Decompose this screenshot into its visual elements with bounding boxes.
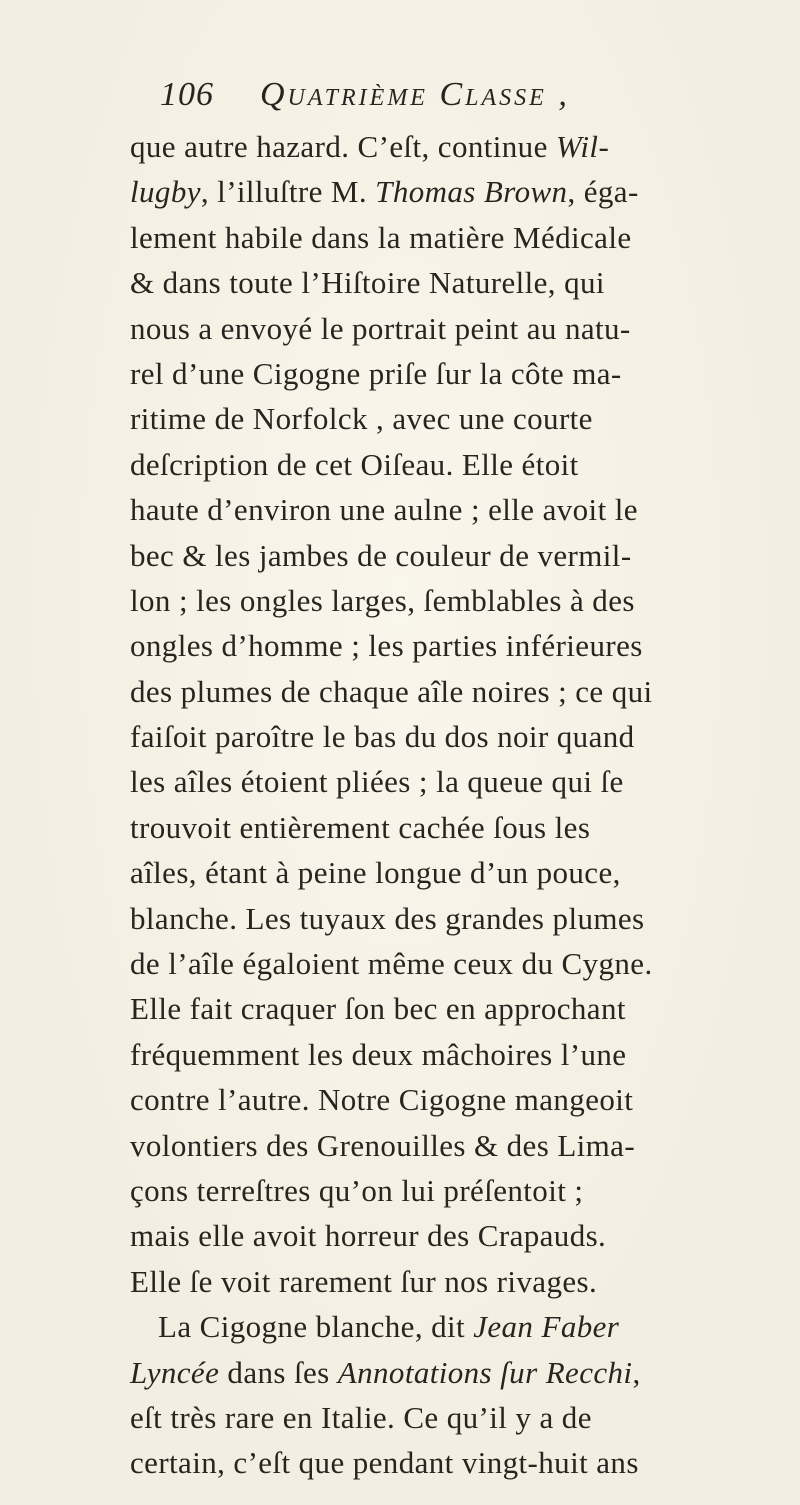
text-line: fréquemment les deux mâchoires l’une	[130, 1036, 627, 1072]
text-line: que autre hazard. C’eſt, continue Wil-	[130, 129, 610, 164]
text-line: Elle fait craquer ſon bec en approchant	[130, 991, 626, 1027]
text-line: faiſoit paroître le bas du dos noir quand	[130, 719, 635, 755]
text-line: aîles, étant à peine longue d’un pouce,	[130, 855, 621, 891]
text-line: deſcription de cet Oiſeau. Elle étoit	[130, 446, 579, 482]
text-line: lon ; les ongles larges, ſemblables à des	[130, 582, 635, 618]
text-line: des plumes de chaque aîle noires ; ce qui	[130, 673, 653, 709]
text-line: eſt très rare en Italie. Ce qu’il y a de	[130, 1399, 592, 1435]
text-line: & dans toute l’Hiſtoire Naturelle, qui	[130, 265, 605, 301]
text-line: çons terreſtres qu’on lui préſentoit ;	[130, 1172, 584, 1208]
text-line: haute d’environ une aulne ; elle avoit le	[130, 492, 638, 528]
body-text	[130, 124, 770, 1486]
text-line: de l’aîle égaloient même ceux du Cygne.	[130, 946, 653, 982]
text-line: trouvoit entièrement cachée ſous les	[130, 809, 591, 845]
text-line: Lyncée dans ſes Annotations ſur Recchi,	[130, 1354, 641, 1390]
text-line: lugby, l’illuſtre M. Thomas Brown, éga-	[130, 174, 639, 210]
text-line: volontiers des Grenouilles & des Lima-	[130, 1127, 636, 1163]
text-line: Elle ſe voit rarement ſur nos rivages.	[130, 1263, 598, 1299]
text-line: certain, c’eſt que pendant vingt-huit ans	[130, 1445, 639, 1481]
running-head: Quatrième Classe ,	[260, 76, 570, 113]
page-number: 106	[160, 76, 214, 113]
text-line: contre l’autre. Notre Cigogne mangeoit	[130, 1082, 634, 1118]
text-line: mais elle avoit horreur des Crapauds.	[130, 1218, 607, 1254]
text-line: bec & les jambes de couleur de vermil-	[130, 537, 632, 573]
text-line: blanche. Les tuyaux des grandes plumes	[130, 900, 645, 936]
text-line: lement habile dans la matière Médicale	[130, 219, 632, 255]
text-line: ongles d’homme ; les parties inférieures	[130, 628, 643, 664]
text-line: ritime de Norfolck , avec une courte	[130, 401, 593, 437]
text-line: les aîles étoient pliées ; la queue qui ſe	[130, 764, 624, 800]
text-line: La Cigogne blanche, dit Jean Faber	[158, 1309, 620, 1345]
page-header	[160, 72, 680, 120]
text-line: nous a envoyé le portrait peint au natu-	[130, 310, 631, 346]
text-line: rel d’une Cigogne priſe ſur la côte ma-	[130, 355, 622, 391]
